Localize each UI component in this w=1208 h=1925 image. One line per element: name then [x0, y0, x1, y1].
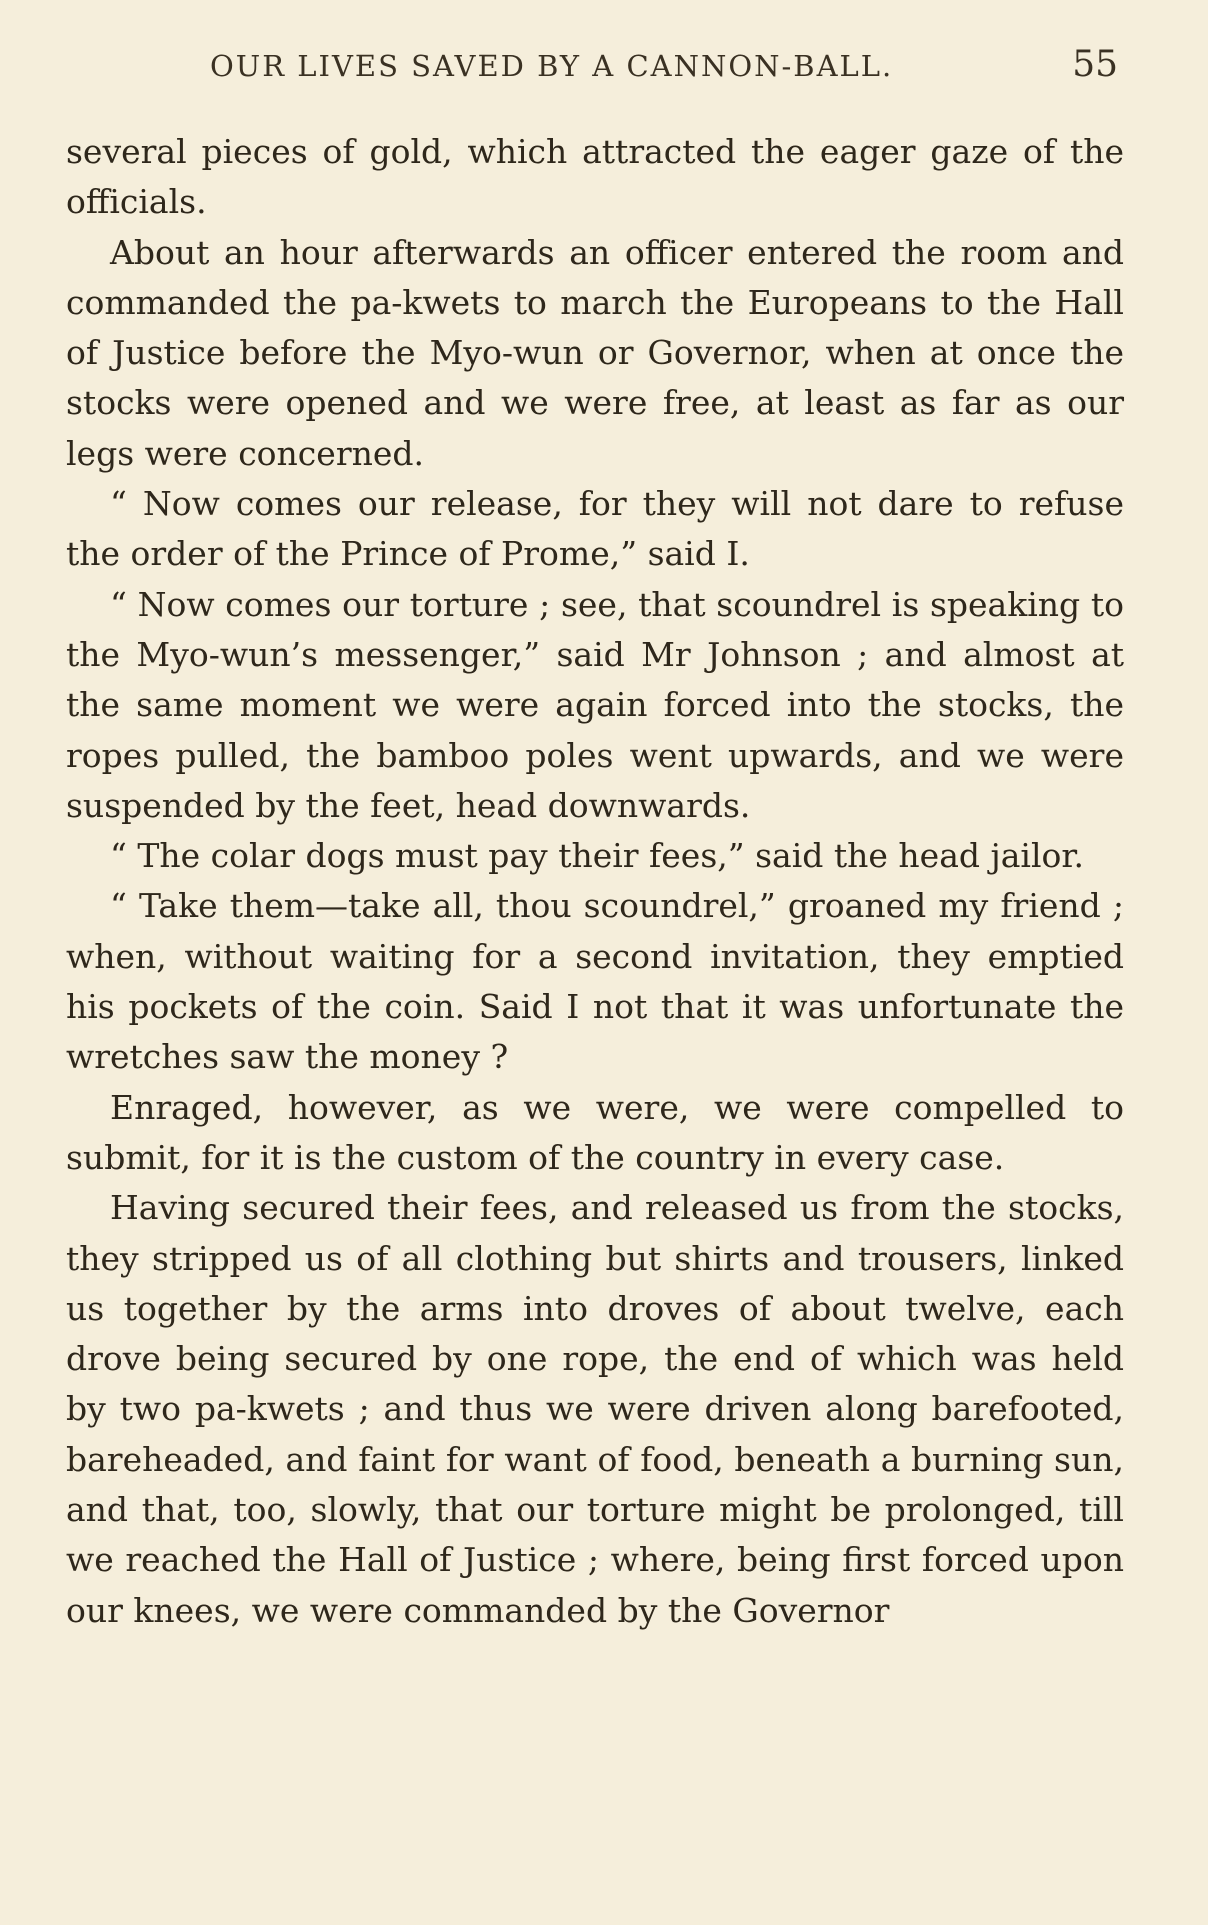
- paragraph: About an hour afterwards an officer entered the room and commanded the pa-kwets to march the Europeans to the Hall of Justice before the Myo-wun or Governor, when at once the stocks were opened and we were free, at least as far as our legs were concerned.: [66, 232, 1124, 473]
- running-title: OUR LIVES SAVED BY A CANNON-BALL.: [210, 49, 894, 83]
- paragraph-continuation: several pieces of gold, which attracted the eager gaze of the officials.: [66, 132, 1124, 222]
- paragraph: Having secured their fees, and released us from the stocks, they stripped us of all clothing but shirts and trousers, linked us together by the arms into droves of about twelve, each drove being secured by one rope, the end of which was held by two pa-kwets ; and thus we were driven along barefooted, bareheaded, and faint for want of food, beneath a burning sun, and that, too, slowly, that our torture might be prolonged, till we reached the Hall of Justice ; where, being first forced upon our knees, we were commanded by the Governor: [66, 1188, 1124, 1630]
- paragraph: “ Now comes our release, for they will not dare to refuse the order of the Prince of Prome,” said I.: [66, 484, 1124, 574]
- body-text: [66, 127, 1124, 1636]
- paragraph: Enraged, however, as we were, we were compelled to submit, for it is the custom of the country in every case.: [66, 1087, 1124, 1177]
- paragraph: “ Take them—take all, thou scoundrel,” groaned my friend ; when, without waiting for a second invitation, they emptied his pockets of the coin. Said I not that it was unfortunate the wretches saw the money ?: [66, 886, 1124, 1077]
- running-head: [210, 44, 1118, 94]
- paragraph: “ The colar dogs must pay their fees,” said the head jailor.: [110, 836, 1085, 876]
- paragraph: “ Now comes our torture ; see, that scoundrel is speaking to the Myo-wun’s messenger,” said Mr Johnson ; and almost at the same moment we were again forced into the stocks, the ropes pulled, the bamboo poles went upwards, and we were suspended by the feet, head downwards.: [66, 584, 1124, 825]
- page-number: 55: [1072, 44, 1118, 85]
